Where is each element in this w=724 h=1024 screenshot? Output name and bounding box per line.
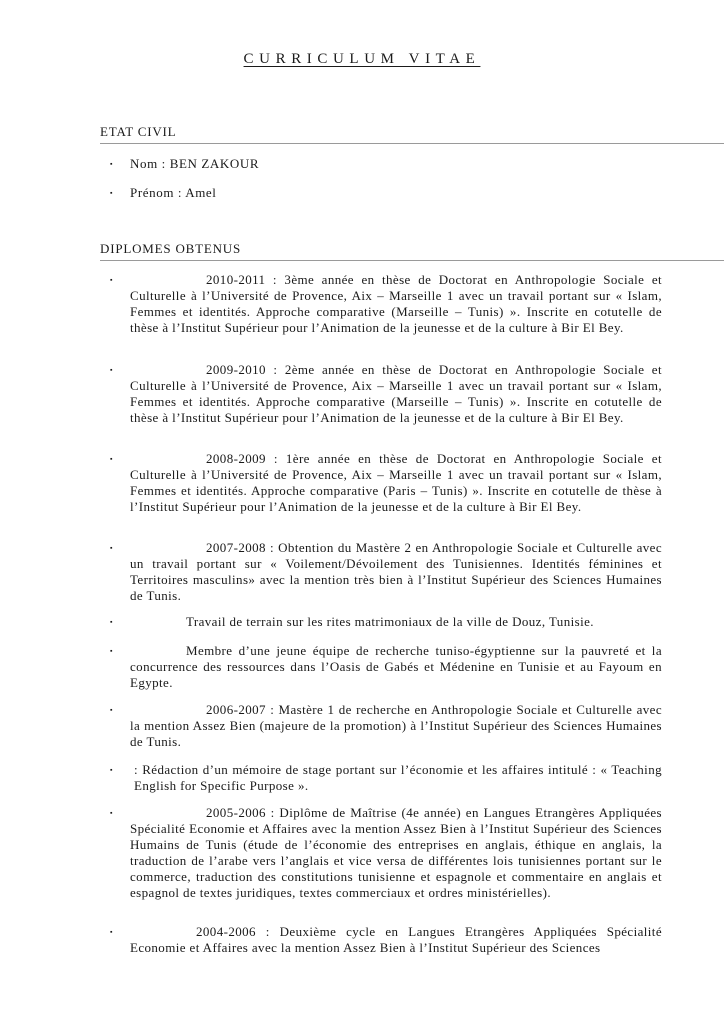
bullet-icon: ▪ bbox=[110, 766, 113, 774]
diploma-text: 2009-2010 : 2ème année en thèse de Doctorat en Anthropologie Sociale et Culturelle à l’Université de Provence, Aix – Marseille 1 avec un travail portant sur « Islam, Femmes et identités. Approche comparative (Marseille – Tunis) ». Inscrite en cotutelle de thèse à l’Institut Supérieur pour l’Animation de la jeunesse et de la culture à Bir El Bey. bbox=[130, 362, 662, 425]
section-heading-etat-civil: ETAT CIVIL bbox=[100, 124, 724, 144]
bullet-icon: ▪ bbox=[110, 276, 113, 284]
list-item bbox=[110, 702, 662, 750]
list-item-prenom bbox=[110, 185, 662, 201]
diploma-text: 2010-2011 : 3ème année en thèse de Doctorat en Anthropologie Sociale et Culturelle à l’Université de Provence, Aix – Marseille 1 avec un travail portant sur « Islam, Femmes et identités. Approche comparative (Marseille – Tunis) ». Inscrite en cotutelle de thèse à l’Institut Supérieur pour l’Animation de la jeunesse et de la culture à Bir El Bey. bbox=[130, 272, 662, 335]
bullet-icon: ▪ bbox=[110, 189, 113, 197]
diploma-text: 2004-2006 : Deuxième cycle en Langues Etrangères Appliquées Spécialité Economie et Affaires avec la mention Assez Bien à l’Institut Supérieur des Sciences bbox=[130, 924, 662, 955]
section-heading-diplomes: DIPLOMES OBTENUS bbox=[100, 241, 724, 261]
list-item bbox=[110, 614, 662, 630]
bullet-icon: ▪ bbox=[110, 544, 113, 552]
list-item-nom bbox=[110, 156, 662, 172]
bullet-icon: ▪ bbox=[110, 928, 113, 936]
bullet-icon: ▪ bbox=[110, 706, 113, 714]
bullet-icon: ▪ bbox=[110, 618, 113, 626]
diploma-text: 2008-2009 : 1ère année en thèse de Doctorat en Anthropologie Sociale et Culturelle à l’Université de Provence, Aix – Marseille 1 avec un travail portant sur « Islam, Femmes et identités. Approche comparative (Paris – Tunis) ». Inscrite en cotutelle de thèse à l’Institut Supérieur pour l’Animation de la jeunesse et de la culture à Bir El Bey. bbox=[130, 451, 662, 514]
prenom-text: Prénom : Amel bbox=[130, 185, 217, 200]
list-item bbox=[110, 272, 662, 336]
list-item bbox=[110, 805, 662, 901]
list-item bbox=[110, 540, 662, 604]
diploma-text: : Rédaction d’un mémoire de stage portant sur l’économie et les affaires intitulé : « Teaching English for Specific Purpose ». bbox=[134, 762, 662, 793]
diploma-text: Membre d’une jeune équipe de recherche tuniso-égyptienne sur la pauvreté et la concurrence des ressources dans l’Oasis de Gabés et Médenine en Tunisie et au Fayoum en Egypte. bbox=[130, 643, 662, 690]
list-item bbox=[110, 362, 662, 426]
diploma-text: 2007-2008 : Obtention du Mastère 2 en Anthropologie Sociale et Culturelle avec un travail portant sur « Voilement/Dévoilement des Tunisiennes. Identités féminines et Territoires masculins» avec la mention très bien à l’Institut Supérieur des Sciences Humaines de Tunis. bbox=[130, 540, 662, 603]
diploma-text: 2006-2007 : Mastère 1 de recherche en Anthropologie Sociale et Culturelle avec la mention Assez Bien (majeure de la promotion) à l’Institut Supérieur des Sciences Humaines de Tunis. bbox=[130, 702, 662, 749]
diploma-text: 2005-2006 : Diplôme de Maîtrise (4e année) en Langues Etrangères Appliquées Spécialité Economie et Affaires avec la mention Assez Bien à l’Institut Supérieur des Sciences Humains de Tunis (étude de l’économie des entreprises en anglais, éthique en anglais, la traduction de l’arabe vers l’anglais et vice versa de différentes lois tunisiennes portant sur le commerce, traduction des constitutions tunisienne et espagnole et commentaire en anglais et espagnol de textes juridiques, textes commerciaux et ordres ministérielles). bbox=[130, 805, 662, 900]
bullet-icon: ▪ bbox=[110, 647, 113, 655]
bullet-icon: ▪ bbox=[110, 160, 113, 168]
list-item bbox=[110, 924, 662, 956]
list-item bbox=[110, 762, 662, 794]
diploma-text: Travail de terrain sur les rites matrimoniaux de la ville de Douz, Tunisie. bbox=[186, 614, 594, 629]
bullet-icon: ▪ bbox=[110, 809, 113, 817]
list-item bbox=[110, 451, 662, 515]
nom-text: Nom : BEN ZAKOUR bbox=[130, 156, 260, 171]
list-item bbox=[110, 643, 662, 691]
bullet-icon: ▪ bbox=[110, 455, 113, 463]
bullet-icon: ▪ bbox=[110, 366, 113, 374]
page-title: CURRICULUM VITAE bbox=[243, 51, 481, 67]
